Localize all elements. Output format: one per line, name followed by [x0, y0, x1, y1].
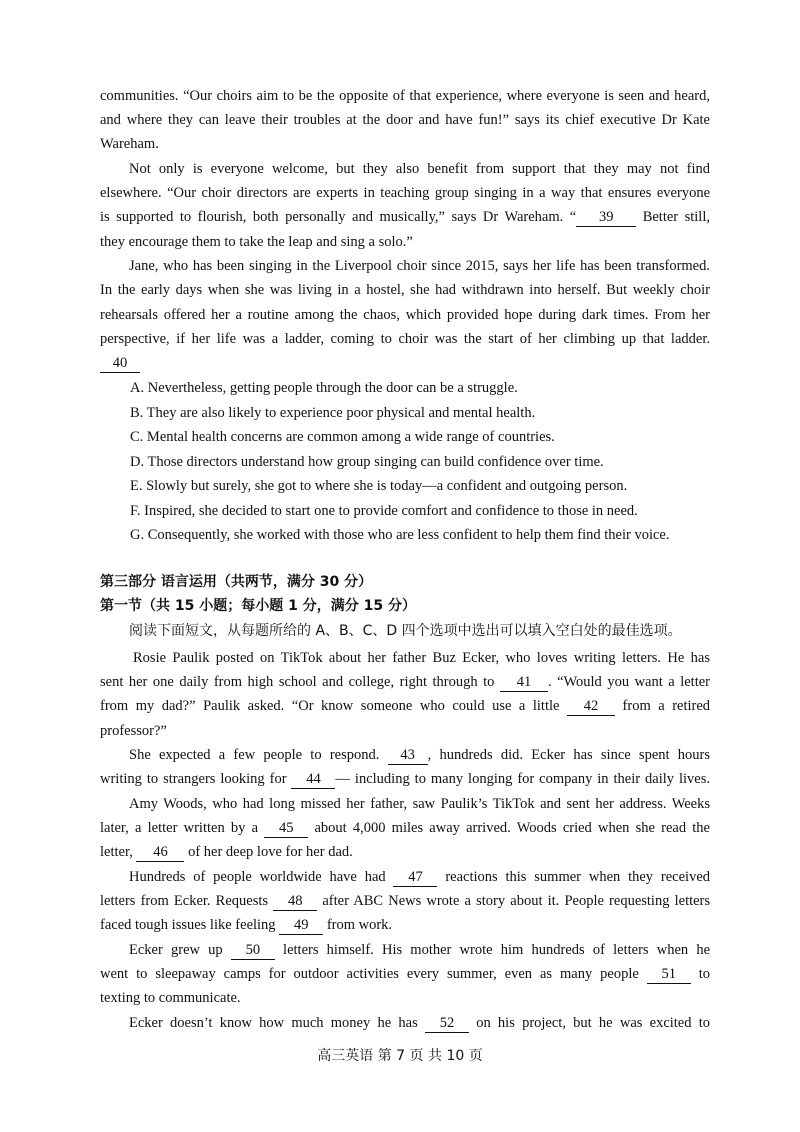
answer-blank-51: 51	[647, 966, 691, 984]
answer-blank-43: 43	[388, 747, 428, 765]
passage-line: they encourage them to take the leap and sing a solo.”	[100, 234, 413, 250]
passage-line	[129, 867, 710, 887]
passage-line: elsewhere. “Our choir directors are experts in teaching group singing in a way that ensures everyone	[100, 185, 710, 201]
option-c: C. Mental health concerns are common among a wide range of countries.	[130, 429, 555, 445]
passage-line	[100, 769, 710, 789]
passage-line	[100, 842, 710, 862]
text-run: Hundreds of people worldwide have had	[129, 869, 386, 885]
answer-blank-46: 46	[136, 844, 184, 862]
answer-blank-50: 50	[231, 942, 275, 960]
passage-line: Jane, who has been singing in the Liverpool choir since 2015, says her life has been transformed.	[129, 258, 710, 274]
option-g: G. Consequently, she worked with those who are less confident to help them find their voice.	[130, 527, 670, 543]
text-run: from my dad?” Paulik asked. “Or know someone who could use a little	[100, 698, 560, 714]
text-run: on his project, but he was excited to	[476, 1015, 710, 1031]
text-run: sent her one daily from high school and college, right through to	[100, 674, 495, 690]
text-run: of her deep love for her dad.	[188, 844, 353, 860]
text-run: faced tough issues like feeling	[100, 917, 276, 933]
passage-line	[100, 818, 710, 838]
passage-line: Amy Woods, who had long missed her father, saw Paulik’s TikTok and sent her address. Weeks	[129, 796, 710, 812]
passage-line: professor?”	[100, 723, 167, 739]
section-subheading: 第一节（共 15 小题；每小题 1 分，满分 15 分）	[100, 598, 416, 614]
text-run: from a retired	[622, 698, 710, 714]
section-heading: 第三部分 语言运用（共两节，满分 30 分）	[100, 574, 373, 590]
answer-blank-45: 45	[264, 820, 308, 838]
passage-line: Rosie Paulik posted on TikTok about her father Buz Ecker, who loves writing letters. He has	[133, 650, 710, 666]
answer-blank-39: 39	[576, 209, 636, 227]
option-d: D. Those directors understand how group singing can build confidence over time.	[130, 454, 604, 470]
passage-line: perspective, if her life was a ladder, coming to choir was the start of her climbing up that ladder.	[100, 331, 710, 347]
text-run: writing to strangers looking for	[100, 771, 287, 787]
passage-line: texting to communicate.	[100, 990, 241, 1006]
answer-blank-41: 41	[500, 674, 548, 692]
text-run: letters from Ecker. Requests	[100, 893, 269, 909]
passage-line	[129, 940, 710, 960]
text-run: from work.	[326, 917, 393, 933]
passage-line: rehearsals offered her a routine among the chaos, which provided hope during dark times. From her	[100, 307, 710, 323]
text-run: reactions this summer when they received	[445, 869, 710, 885]
text-run: , hundreds did. Ecker has since spent hours	[427, 747, 710, 763]
passage-line	[100, 353, 710, 373]
text-run: is supported to flourish, both personally and musically,” says Dr Wareham. “	[100, 209, 577, 225]
section-instruction: 阅读下面短文，从每题所给的 A、B、C、D 四个选项中选出可以填入空白处的最佳选项。	[129, 623, 682, 639]
text-run: after ABC News wrote a story about it. People requesting letters	[322, 893, 710, 909]
text-run: went to sleepaway camps for outdoor activities every summer, even as many people	[100, 966, 639, 982]
passage-line	[100, 696, 710, 716]
passage-line: and where they can leave their troubles at the door and have fun!” says its chief executive Dr Kate	[100, 112, 710, 128]
answer-blank-49: 49	[279, 917, 323, 935]
text-run: to	[698, 966, 710, 982]
passage-line: In the early days when she was living in a hostel, she had withdrawn into herself. But weekly choir	[100, 282, 710, 298]
text-run: letters himself. His mother wrote him hundreds of letters when he	[283, 942, 710, 958]
passage-line	[100, 964, 710, 984]
answer-blank-52: 52	[425, 1015, 469, 1033]
answer-blank-48: 48	[273, 893, 317, 911]
passage-line	[100, 672, 710, 692]
passage-line: Not only is everyone welcome, but they also benefit from support that they may not find	[129, 161, 710, 177]
answer-blank-40: 40	[100, 355, 140, 373]
text-run: about 4,000 miles away arrived. Woods cried when she read the	[314, 820, 710, 836]
passage-line	[129, 1013, 710, 1033]
text-run: Ecker grew up	[129, 942, 223, 958]
passage-line	[129, 745, 710, 765]
option-b: B. They are also likely to experience poor physical and mental health.	[130, 405, 536, 421]
answer-blank-44: 44	[291, 771, 335, 789]
text-run: Better still,	[642, 209, 710, 225]
text-run: She expected a few people to respond.	[129, 747, 380, 763]
passage-line	[100, 207, 710, 227]
option-e: E. Slowly but surely, she got to where she is today—a confident and outgoing person.	[130, 478, 628, 494]
text-run: — including to many longing for company in their daily lives.	[335, 771, 710, 787]
passage-line: Wareham.	[100, 136, 159, 152]
text-run: later, a letter written by a	[100, 820, 259, 836]
answer-blank-42: 42	[567, 698, 615, 716]
option-a: A. Nevertheless, getting people through the door can be a struggle.	[130, 380, 518, 396]
passage-line	[100, 891, 710, 911]
text-run: Ecker doesn’t know how much money he has	[129, 1015, 418, 1031]
answer-blank-47: 47	[393, 869, 437, 887]
passage-line: communities. “Our choirs aim to be the opposite of that experience, where everyone is seen and heard,	[100, 88, 710, 104]
option-f: F. Inspired, she decided to start one to provide comfort and confidence to those in need.	[130, 503, 638, 519]
passage-line	[100, 915, 710, 935]
text-run: letter,	[100, 844, 133, 860]
page-footer: 高三英语 第 7 页 共 10 页	[317, 1048, 483, 1064]
text-run: . “Would you want a letter	[547, 674, 710, 690]
